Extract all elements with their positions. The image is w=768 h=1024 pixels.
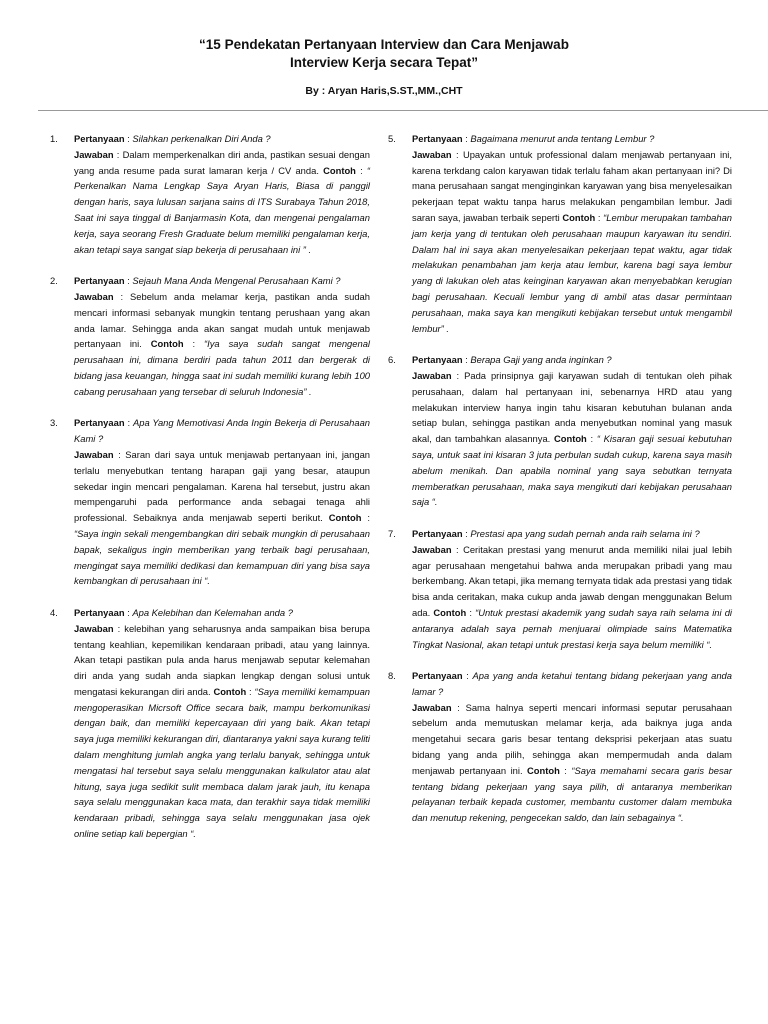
example-label: Contoh [527, 764, 560, 776]
question-label: Pertanyaan [74, 133, 125, 144]
answer-label: Jawaban [74, 622, 114, 634]
question-number: 6. [388, 354, 396, 366]
question-label: Pertanyaan [74, 417, 125, 429]
answer-text: Saran dari saya untuk menjawab pertanyaan ini, jangan terlalu menyebutkan tentang harapan gaji yang besar, ataupun sekedar ingin mencari pengalaman. Karena hal tersebut, justru akan mempengaruhi pada performance anda sebagai tenaga ahli professional. Sebaiknya anda menjawab seperti berikut. [74, 448, 370, 524]
example-label: Contoh [150, 338, 184, 350]
answer-label: Jawaban [412, 148, 452, 160]
question-number: 2. [50, 275, 58, 287]
question-item [388, 352, 732, 510]
answer-text: Ceritakan prestasi yang menurut anda memiliki nilai jual lebih agar perusahaan mengetahui bahwa anda merupakan pribadi yang mau berkembang. Akan tetapi, jika memang ternyata tidak ada prestasi yang tidak bisa anda ceritakan, maka cukup anda jawab dengan menggunakan Belum ada. [412, 543, 732, 618]
example-text: “Saya memahami secara garis besar tentang bidang pekerjaan yang saya pilih, di antaranya memberikan pelayanan terbaik kepada customer, membantu customer dalam membuka dan menutup rekening, pengecekan saldo, dan lain sebagainya “. [412, 764, 732, 824]
question-label: Pertanyaan [74, 606, 125, 618]
example-text: “Lembur merupakan tambahan jam kerja yang di tentukan oleh perusahaan maupun karyawan itu sendiri. Dalam hal ini saya akan menyelesaikan pekerjaan tepat waktu, agar tidak melakukan penambahan jam kerja atau lembur, karena bagi saya lembur yang di lakukan oleh atas keinginan karyawan akan menyebabkan kerugian bagi perusahaan. Kecuali lembur yang di ambil atas dasar permintaan perusahaan, maka saya kan mengikuti kebijakan tersebut untuk mengambil lembur” . [412, 211, 732, 334]
answer-paragraph: Jawaban : Saran dari saya untuk menjawab pertanyaan ini, jangan terlalu menyebutkan tentang harapan gaji yang besar, ataupun sekedar ingin mencari pengalaman. Karena hal tersebut, justru akan mempengaruhi pada performance anda sebagai tenaga ahli professional. Sebaiknya anda menjawab seperti berikut. Contoh : “Saya ingin sekali mengembangkan diri sebaik mungkin di perusahaan bapak, sekaligus ingin memberikan yang terbaik bagi perusahaan, mengingat saya memiliki dedikasi dan kemampuan diri yang bisa saya kembangkan di perusahaan ini “. [74, 448, 370, 587]
answer-text: Pada prinsipnya gaji karyawan sudah di tentukan oleh pihak perusahaan, dalam hal pertanyaan ini, sebenarnya HRD atau yang melakukan interview hanya ingin tahu kisaran kebutuhan bulanan anda setiap bulan, sehingga pastikan anda menyebutkan nominal yang masuk akal, dan tambahkan alasannya. [412, 369, 732, 445]
answer-text: Upayakan untuk professional dalam menjawab pertanyaan ini, karena terkdang calon karyawan tidak terlalu faham akan pertanyaan ini? Di mana perusahaan sangat menginginkan karyawan yang bisa menyelesaikan pekerjaan tepat waktu tanpa harus melakukan pengambilan lembur. Jadi saran saya, jawaban terbaik seperti [412, 148, 732, 223]
question-text: Berapa Gaji yang anda inginkan ? [470, 354, 612, 366]
question-number: 3. [50, 417, 58, 429]
example-label: Contoh [553, 433, 587, 445]
question-label: Pertanyaan [412, 527, 463, 539]
question-item [50, 605, 370, 842]
question-line: Pertanyaan : Apa Yang Memotivasi Anda Ingin Bekerja di Perusahaan Kami ? [74, 417, 370, 445]
example-label: Contoh [433, 606, 467, 618]
answer-paragraph: Jawaban : Sebelum anda melamar kerja, pastikan anda sudah mencari informasi sebanyak mungkin tentang perushaan yang akan anda lamar. Sehingga anda akan sangat mudah untuk menjawab pertanyaan ini. Contoh : “Iya saya sudah sangat mengenal perusahaan ini, dimana berdiri pada tahun 2011 dan bergerak di bidang jasa keuangan, hingga saat ini sudah memiliki kurang lebih 100 cabang perusahaan yang tersebar di seluruh Indonesia” . [74, 290, 370, 397]
answer-label: Jawaban [74, 290, 114, 302]
question-item [388, 131, 732, 336]
document-title [0, 36, 768, 72]
right-column [388, 131, 732, 842]
example-label: Contoh [562, 211, 596, 223]
question-label: Pertanyaan [74, 275, 125, 287]
question-text: Bagaimana menurut anda tentang Lembur ? [470, 133, 655, 144]
question-line: Pertanyaan : Apa yang anda ketahui tentang bidang pekerjaan yang anda lamar ? [412, 670, 732, 697]
question-item [50, 415, 370, 589]
answer-paragraph: Jawaban : Pada prinsipnya gaji karyawan sudah di tentukan oleh pihak perusahaan, dalam hal pertanyaan ini, sebenarnya HRD atau yang melakukan interview hanya ingin tahu kisaran kebutuhan bulanan anda setiap bulan, sehingga pastikan anda menyebutkan nominal yang masuk akal, dan tambahkan alasannya. Contoh : “ Kisaran gaji sesuai kebutuhan saya, untuk saat ini kisaran 3 juta perbulan sudah cukup, karena saya masih abelum menikah. Dan apabila nominal yang saya sebutkan ternyata memberatkan perusahaan, maka saya mengikuti dari kebijakan perusahaan saja “. [412, 369, 732, 508]
answer-label: Jawaban [74, 448, 114, 460]
title-line-2: Interview Kerja secara Tepat” [289, 55, 479, 70]
answer-paragraph: Jawaban : Sama halnya seperti mencari informasi seputar perusahaan sebelum anda memutuskan melamar kerja, ada baiknya juga anda mengetahui secara garis besar tentang deksprisi pekerjaan atas suatu bidang yang anda pilih, sehingga akan mempermudah anda dalam menjawab pertanyaan ini. Contoh : “Saya memahami secara garis besar tentang bidang pekerjaan yang saya pilih, di antaranya memberikan pelayanan terbaik kepada customer, membantu customer dalam membuka dan menutup rekening, pengecekan saldo, dan lain sebagainya “. [412, 701, 732, 824]
question-line: Pertanyaan : Bagaimana menurut anda tentang Lembur ? [412, 133, 655, 144]
question-text: Apa Kelebihan dan Kelemahan anda ? [132, 606, 293, 618]
question-item [50, 273, 370, 399]
answer-label: Jawaban [412, 543, 452, 555]
question-number: 5. [388, 133, 396, 144]
answer-paragraph: Jawaban : Dalam memperkenalkan diri anda, pastikan sesuai dengan yang anda resume pada surat lamaran kerja / CV anda. Contoh : “ Perkenalkan Nama Lengkap Saya Aryan Haris, Biasa di panggil dengan haris, saya lulusan sarjana sains di ITS Surabaya Tahun 2018, Saat ini saya tinggal di Banjarmasin Kota, dan mengenai pengalaman kerja, saya seorang Fresh Graduate belum memiliki pengalaman kerja, akan tetapi saya sangat siap bekerja di perusahaan ini ” . [74, 148, 370, 255]
question-number: 8. [388, 670, 396, 682]
example-text: “ Kisaran gaji sesuai kebutuhan saya, untuk saat ini kisaran 3 juta perbulan sudah cukup, karena saya masih abelum menikah. Dan apabila nominal yang saya sebutkan ternyata memberatkan perusahaan, maka saya mengikuti dari kebijakan perusahaan saja “. [412, 433, 732, 508]
question-number: 4. [50, 606, 58, 618]
question-item [388, 668, 732, 826]
title-line-1: “15 Pendekatan Pertanyaan Interview dan Cara Menjawab [199, 37, 569, 52]
answer-text: Dalam memperkenalkan diri anda, pastikan sesuai dengan yang anda resume pada surat lamaran kerja / CV anda. [74, 148, 370, 176]
answer-paragraph: Jawaban : Upayakan untuk professional dalam menjawab pertanyaan ini, karena terkdang calon karyawan tidak terlalu faham akan pertanyaan ini? Di mana perusahaan sangat menginginkan karyawan yang bisa menyelesaikan pekerjaan tepat waktu tanpa harus melakukan pengambilan lembur. Jadi saran saya, jawaban terbaik seperti Contoh : “Lembur merupakan tambahan jam kerja yang di tentukan oleh perusahaan maupun karyawan itu sendiri. Dalam hal ini saya akan menyelesaikan pekerjaan tepat waktu, agar tidak melakukan penambahan jam kerja atau lembur, karena bagi saya lembur yang di lakukan oleh atas keinginan karyawan akan menyebabkan kerugian bagi perusahaan. Kecuali lembur yang di ambil atas dasar permintaan perusahaan, maka saya kan mengikuti kebijakan tersebut untuk mengambil lembur” . [412, 148, 732, 334]
question-label: Pertanyaan [412, 133, 463, 144]
answer-label: Jawaban [412, 369, 452, 381]
example-text: “ Perkenalkan Nama Lengkap Saya Aryan Haris, Biasa di panggil dengan haris, saya lulusan sarjana sains di ITS Surabaya Tahun 2018, Saat ini saya tinggal di Banjarmasin Kota, dan mengenai pengalaman kerja, saya seorang Fresh Graduate belum memiliki pengalaman kerja, akan tetapi saya sangat siap bekerja di perusahaan ini ” . [74, 164, 370, 255]
left-column [50, 131, 370, 858]
answer-text: kelebihan yang seharusnya anda sampaikan bisa berupa tentang keahlian, kepemilikan kendaraan pribadi, atau yang lainnya. Akan tetapi pastikan pula anda harus menjawab seputar kelemahan diri anda yang sudah anda siapkan lengkap dengan solusi untuk mengatasi kekurangan diri anda. [74, 622, 370, 697]
answer-text: Sama halnya seperti mencari informasi seputar perusahaan sebelum anda memutuskan melamar kerja, ada baiknya juga anda mengetahui secara garis besar tentang deksprisi pekerjaan atas suatu bidang yang anda pilih, sehingga akan mempermudah anda dalam menjawab pertanyaan ini. [412, 701, 732, 776]
question-line: Pertanyaan : Sejauh Mana Anda Mengenal Perusahaan Kami ? [74, 275, 341, 287]
answer-paragraph: Jawaban : kelebihan yang seharusnya anda sampaikan bisa berupa tentang keahlian, kepemilikan kendaraan pribadi, atau yang lainnya. Akan tetapi pastikan pula anda harus menjawab seputar kelemahan diri anda yang sudah anda siapkan lengkap dengan solusi untuk mengatasi kekurangan diri anda. Contoh : “Saya memiliki kemampuan mengoperasikan Micrsoft Office secara baik, mampu berkomunikasi dengan baik, dan memiliki kepercayaan diri yang baik. Akan tetapi saya juga memiliki kekurangan diri, diantaranya yakni saya kurang teliti dalam menghitung jumlah angka yang terlalu banyak, sehingga untuk mengatasi hal tersebut saya selalu menggunakan kalkulator atau alat hitung, saya juga sedikit sulit membaca dalam jarak jauh, itu kenapa saya selalu menggunakan kaca mata, dan terakhir saya tidak memiliki kendaraan pribadi, sehingga saya selalu menggunakan jasa ojek online setiap kali bepergian “. [74, 622, 371, 840]
answer-text: Sebelum anda melamar kerja, pastikan anda sudah mencari informasi sebanyak mungkin tentang perushaan yang akan anda lamar. Sehingga anda akan sangat mudah untuk menjawab pertanyaan ini. [74, 290, 370, 350]
question-number: 7. [388, 527, 396, 539]
example-text: “Iya saya sudah sangat mengenal perusahaan ini, dimana berdiri pada tahun 2011 dan bergerak di bidang jasa keuangan, hingga saat ini sudah memiliki kurang lebih 100 cabang perusahaan yang tersebar di seluruh Indonesia” . [74, 338, 370, 397]
question-item [388, 526, 732, 652]
answer-paragraph: Jawaban : Ceritakan prestasi yang menurut anda memiliki nilai jual lebih agar perusahaan mengetahui bahwa anda merupakan pribadi yang mau berkembang. Akan tetapi, jika memang ternyata tidak ada prestasi yang tidak bisa anda ceritakan, maka cukup anda jawab dengan menggunakan Belum ada. Contoh : “Untuk prestasi akademik yang sudah saya raih selama ini di antaranya adalah saya pernah menjuarai olimpiade sains Matematika Tingkat Nasional, akan tetapi untuk prestasi kerja saya belum memiliki “. [412, 543, 732, 650]
question-item [50, 131, 370, 257]
question-text: Sejauh Mana Anda Mengenal Perusahaan Kami ? [132, 275, 341, 287]
example-text: “Saya ingin sekali mengembangkan diri sebaik mungkin di perusahaan bapak, sekaligus ingin memberikan yang terbaik bagi perusahaan, mengingat saya memiliki dedikasi dan kemampuan diri yang bisa saya kembangkan di perusahaan ini “. [74, 527, 370, 587]
question-label: Pertanyaan [412, 354, 463, 366]
example-text: “Saya memiliki kemampuan mengoperasikan Micrsoft Office secara baik, mampu berkomunikasi dengan baik, dan memiliki kepercayaan diri yang baik. Akan tetapi saya juga memiliki kekurangan diri, diantaranya yakni saya kurang teliti dalam menghitung jumlah angka yang terlalu banyak, sehingga untuk mengatasi hal tersebut saya selalu menggunakan kalkulator atau alat hitung, saya juga sedikit sulit membaca dalam jarak jauh, itu kenapa saya selalu menggunakan kaca mata, dan terakhir saya tidak memiliki kendaraan pribadi, sehingga saya selalu menggunakan jasa ojek online setiap kali bepergian “. [74, 685, 371, 840]
question-line: Pertanyaan : Apa Kelebihan dan Kelemahan anda ? [74, 606, 293, 618]
answer-label: Jawaban [74, 148, 114, 160]
question-number: 1. [50, 133, 58, 144]
question-text: Prestasi apa yang sudah pernah anda raih selama ini ? [470, 527, 700, 539]
question-line: Pertanyaan : Silahkan perkenalkan Diri Anda ? [74, 133, 271, 144]
author-line: By : Aryan Haris,S.ST.,MM.,CHT [305, 85, 463, 97]
question-text: Apa Yang Memotivasi Anda Ingin Bekerja di Perusahaan Kami ? [74, 417, 370, 445]
answer-label: Jawaban [412, 701, 452, 713]
question-line: Pertanyaan : Prestasi apa yang sudah pernah anda raih selama ini ? [412, 527, 700, 539]
header-divider [38, 110, 768, 111]
example-label: Contoh [328, 512, 362, 524]
example-text: “Untuk prestasi akademik yang sudah saya raih selama ini di antaranya adalah saya pernah menjuarai olimpiade sains Matematika Tingkat Nasional, akan tetapi untuk prestasi kerja saya belum memiliki “. [412, 606, 732, 650]
question-label: Pertanyaan [412, 670, 463, 682]
question-text: Apa yang anda ketahui tentang bidang pekerjaan yang anda lamar ? [412, 670, 732, 697]
example-label: Contoh [213, 685, 247, 697]
question-text: Silahkan perkenalkan Diri Anda ? [132, 133, 271, 144]
question-line: Pertanyaan : Berapa Gaji yang anda inginkan ? [412, 354, 612, 366]
example-label: Contoh [323, 164, 356, 176]
